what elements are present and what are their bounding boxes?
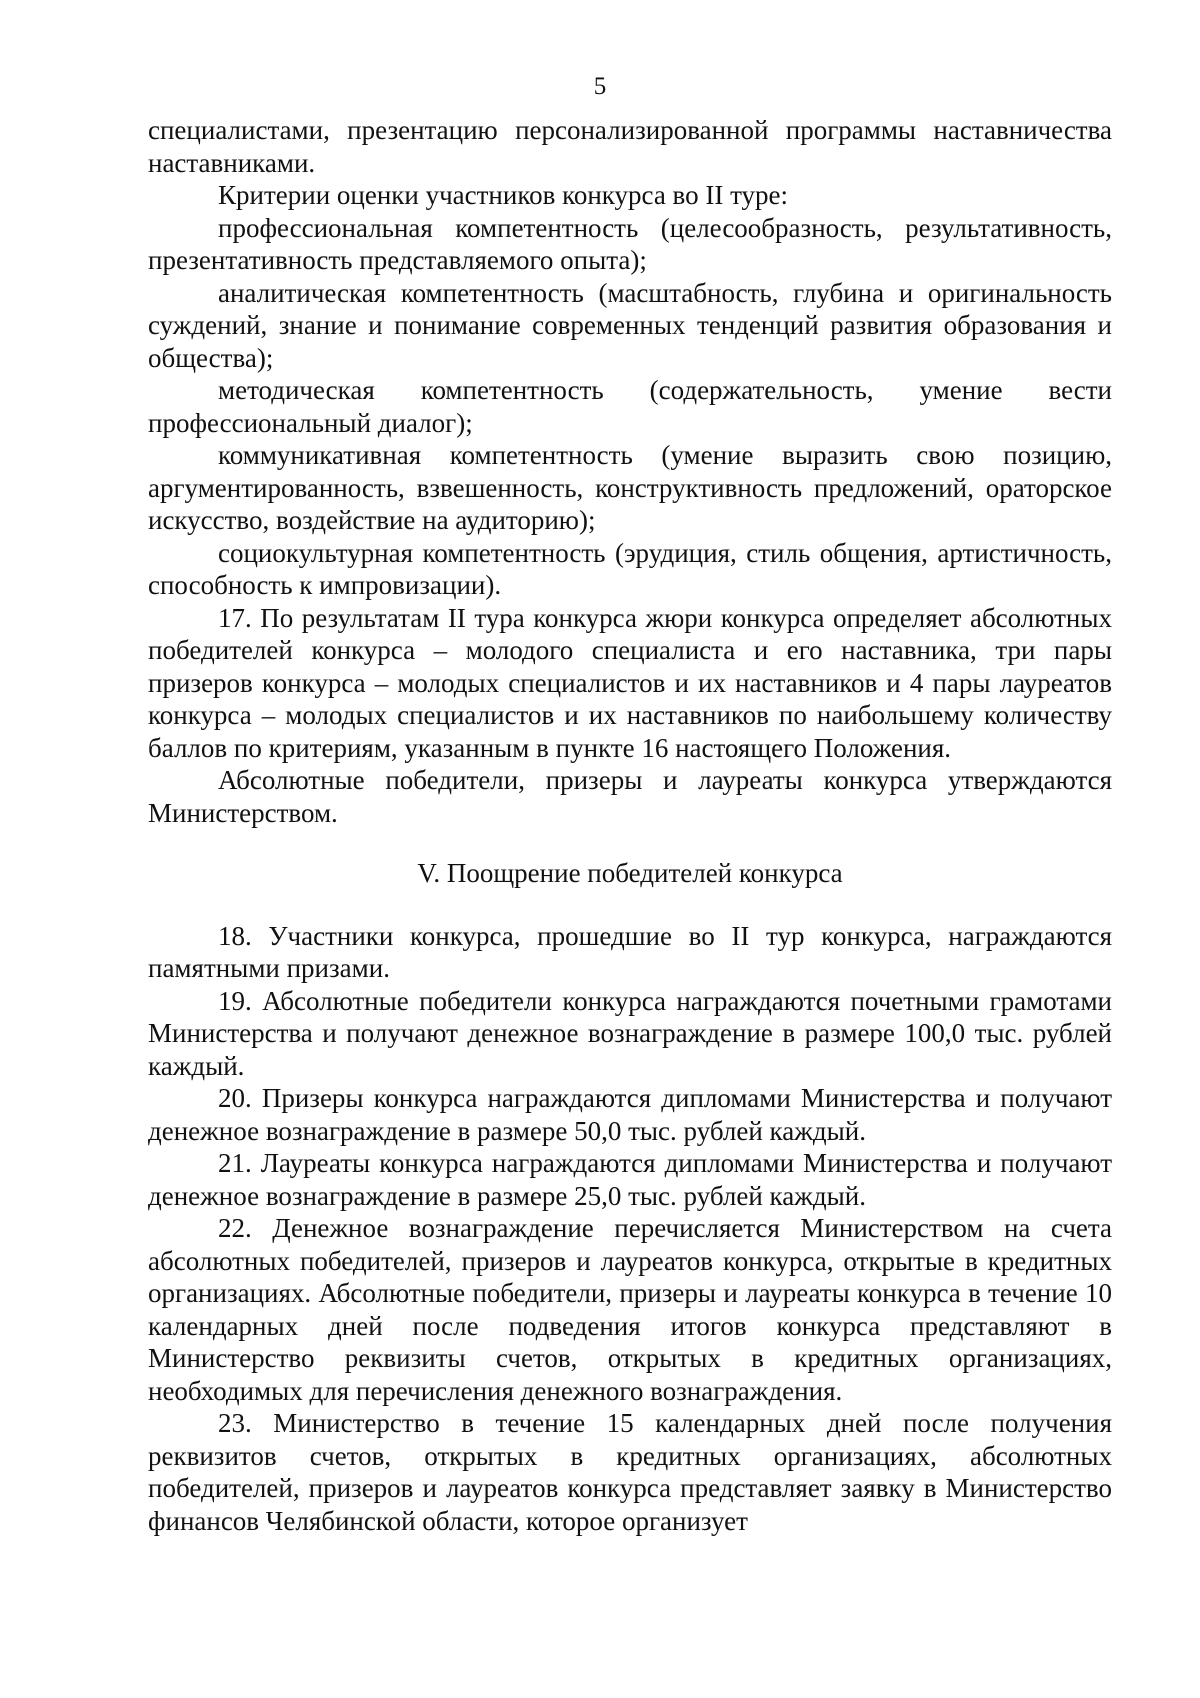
paragraph: 21. Лауреаты конкурса награждаются дипломами Министерства и получают денежное вознаграждение в размере 25,0 тыс. рублей каждый.: [148, 1148, 1112, 1211]
paragraph: методическая компетентность (содержательность, умение вести профессиональный диалог);: [148, 375, 1112, 438]
paragraph: 23. Министерство в течение 15 календарных дней после получения реквизитов счетов, открытых в кредитных организациях, абсолютных победителей, призеров и лауреатов конкурса представляет заявку в Министерство финансов Челябинской области, которое организует: [148, 1408, 1112, 1536]
section-heading: V. Поощрение победителей конкурса: [417, 858, 843, 888]
paragraph: коммуникативная компетентность (умение выразить свою позицию, аргументированность, взвешенность, конструктивность предложений, ораторское искусство, воздействие на аудиторию);: [148, 440, 1112, 535]
paragraph: социокультурная компетентность (эрудиция, стиль общения, артистичность, способность к импровизации).: [148, 537, 1112, 600]
paragraph: 19. Абсолютные победители конкурса награждаются почетными грамотами Министерства и получают денежное вознаграждение в размере 100,0 тыс. рублей каждый.: [148, 985, 1112, 1081]
document-body: [148, 114, 1112, 1537]
paragraph: 17. По результатам II тура конкурса жюри конкурса определяет абсолютных победителей конкурса – молодого специалиста и его наставника, три пары призеров конкурса – молодых специалистов и их наставников и 4 пары лауреатов конкурса – молодых специалистов и их наставников по наибольшему количеству баллов по критериям, указанным в пункте 16 настоящего Положения.: [148, 602, 1112, 763]
paragraph: 20. Призеры конкурса награждаются дипломами Министерства и получают денежное вознаграждение в размере 50,0 тыс. рублей каждый.: [148, 1083, 1112, 1146]
paragraph: профессиональная компетентность (целесообразность, результативность, презентативность представляемого опыта);: [148, 212, 1112, 275]
paragraph: Абсолютные победители, призеры и лауреаты конкурса утверждаются Министерством.: [148, 765, 1112, 828]
paragraph: специалистами, презентацию персонализированной программы наставничества наставниками.: [148, 115, 1112, 178]
paragraph: 18. Участники конкурса, прошедшие во II тур конкурса, награждаются памятными призами.: [148, 920, 1112, 983]
paragraph: 22. Денежное вознаграждение перечисляется Министерством на счета абсолютных победителей, призеров и лауреатов конкурса, открытые в кредитных организациях. Абсолютные победители, призеры и лауреаты конкурса в течение 10 календарных дней после подведения итогов конкурса представляют в Министерство реквизиты счетов, открытых в кредитных организациях, необходимых для перечисления денежного вознаграждения.: [148, 1213, 1112, 1406]
paragraph: Критерии оценки участников конкурса во II туре:: [218, 180, 789, 210]
page-number: 5: [593, 73, 607, 100]
paragraph: аналитическая компетентность (масштабность, глубина и оригинальность суждений, знание и понимание современных тенденций развития образования и общества);: [148, 277, 1112, 373]
